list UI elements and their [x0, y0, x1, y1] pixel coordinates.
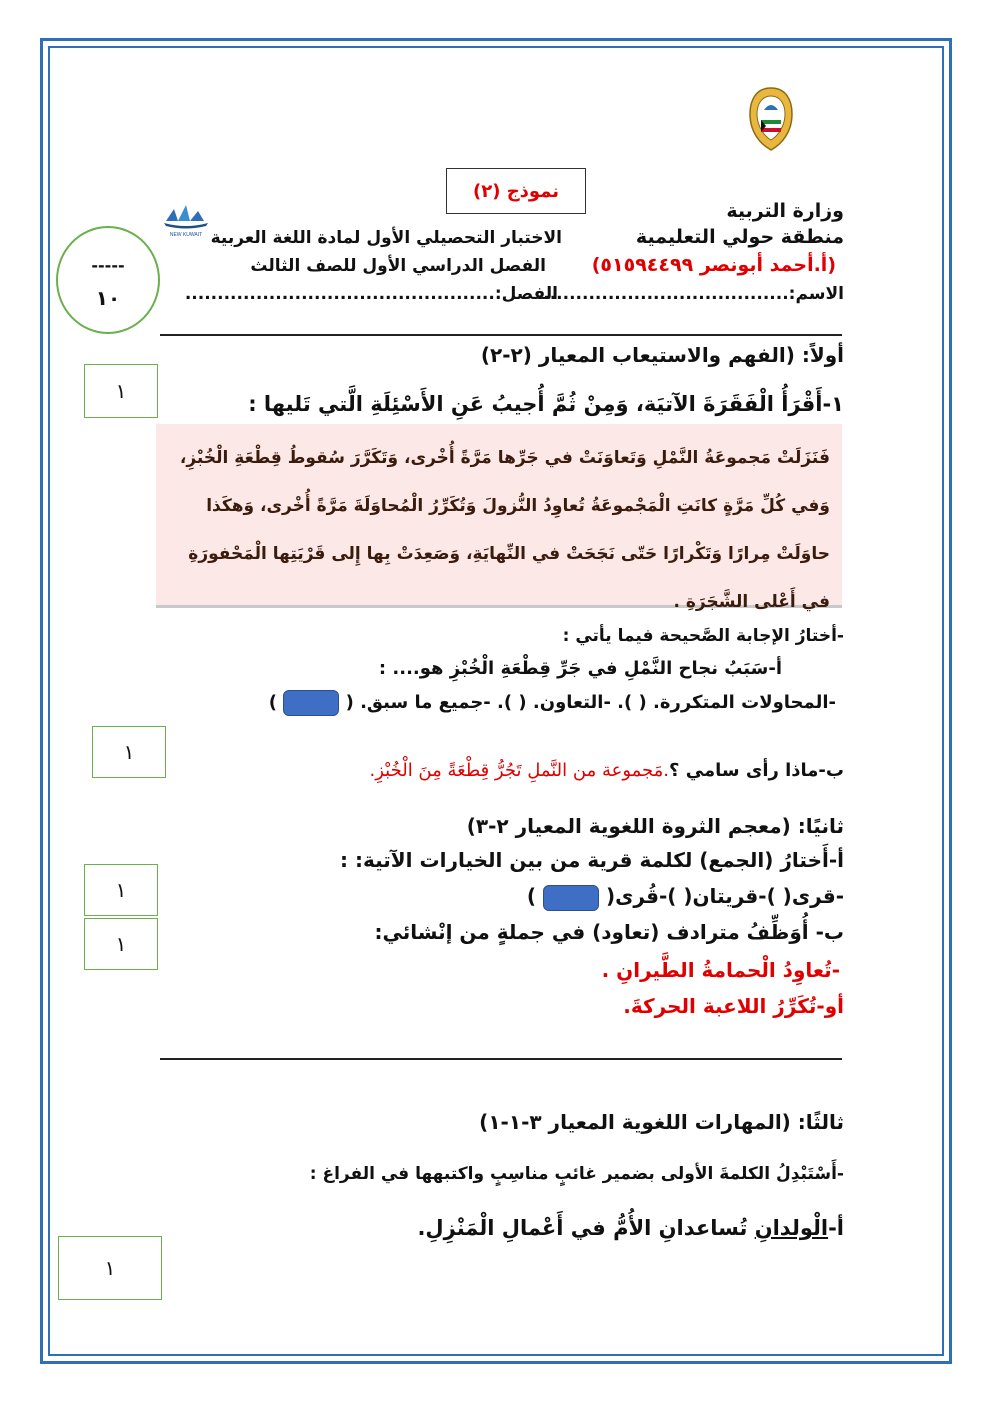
- term-label: الفصل الدراسي الأول للصف الثالث: [250, 256, 546, 276]
- section1-title: أولاً: (الفهم والاستيعاب المعيار (٢-٢): [480, 343, 844, 367]
- question-a: أ-سَبَبُ نجاح النَّمْلِ في جَرِّ قِطْعَةِ الْخُبْزِ هو.... :: [378, 658, 782, 679]
- section-divider: [160, 1058, 842, 1060]
- section3-title: ثالثًا: (المهارات اللغوية المعيار ٣-١-١): [479, 1110, 844, 1134]
- underlined-word: الْولدانِ: [754, 1216, 829, 1240]
- reading-passage: فَنَزَلَتْ مَجموعَةُ النَّمْلِ وَتَعاوَنَتْ في جَرِّها مَرَّةً أُخْرى، وَتَكَرَّرَ سُقوطُ قِطْعَةِ الْخُبْزِ، وَفي كُلِّ مَرَّةٍ كانَتِ الْمَجْموعَةُ تُعاوِدُ النُّزولَ وَتُكَرِّرُ الْمُحاوَلَةَ مَرَّةً أُخْرى، وَهكَذا حاوَلَتْ مِرارًا وَتَكْرارًا حَتّى نَجَحَتْ في النِّهايَةِ، وَصَعِدَتْ بِها إِلى قَرْيَتِها الْمَحْفورَةِ في أَعْلى الشَّجَرَةِ .: [156, 424, 842, 608]
- choose-instruction: -أختارُ الإجابة الصَّحيحة فيما يأتي :: [562, 626, 844, 646]
- new-kuwait-logo: [160, 203, 212, 239]
- mark-box-5: ١: [58, 1236, 162, 1300]
- section3-question-a: أ-الْولدانِ تُساعدانِ الأُمُّ في أَعْمالِ الْمَنْزِلِ.: [417, 1216, 844, 1240]
- ministry-label: وزارة التربية: [726, 200, 844, 222]
- mark-box-4: ١: [84, 918, 158, 970]
- section1-instruction: ١-أَقْرَأُ الْفَقَرَةَ الآتيَة، وَمِنْ ثُمَّ أُجيبُ عَنِ الأَسْئِلَةِ الَّتي تَليها :: [248, 392, 844, 416]
- section2-options: -قرى( )-قريتان( )-قُرى( ): [527, 884, 844, 911]
- section2-question-b: ب- أُوَظِّفُ مترادف (تعاود) في جملةٍ من إنْشائي:: [374, 920, 844, 944]
- answer-b: .مَجموعة من النَّملِ تَجُرُّ قِطْعَةً مِنَ الْخُبْزِ.: [369, 760, 670, 781]
- mark-box-1: ١: [84, 364, 158, 418]
- section2-title: ثانيًا: (معجم الثروة اللغوية المعيار ٢-٣): [466, 814, 844, 838]
- section2-question-a: أ-أَختارُ (الجمع) لكلمة قرية من بين الخيارات الآتية: :: [340, 848, 844, 872]
- kuwait-crest-icon: [746, 86, 796, 152]
- svg-text:NEW KUWAIT: NEW KUWAIT: [169, 232, 203, 238]
- mark-box-2: ١: [92, 726, 166, 778]
- district-label: منطقة حولي التعليمية: [635, 226, 844, 248]
- teacher-label: (أ.أحمد أبونصر ٥١٥٩٤٤٩٩): [591, 254, 836, 276]
- model-number-box: نموذج (٢): [446, 168, 586, 214]
- mark-box-3: ١: [84, 864, 158, 916]
- question-a-options: -المحاولات المتكررة. ( ). -التعاون. ( ). -جميع ما سبق. ( ): [269, 690, 836, 716]
- class-field[interactable]: الفصل:................................................: [184, 284, 558, 304]
- section2-answer-2: أو-تُكَرِّرُ اللاعبة الحركةَ.: [623, 994, 844, 1018]
- question-b: ب-ماذا رأى سامي ؟.مَجموعة من النَّملِ تَجُرُّ قِطْعَةً مِنَ الْخُبْزِ.: [369, 760, 844, 781]
- score-circle: [56, 226, 160, 334]
- header-divider: [160, 334, 842, 336]
- score-obtained: -----: [91, 256, 125, 275]
- section3-instruction: -أَسْتَبْدِلُ الكلمةَ الأولى بضمير غائبٍ مناسِبٍ واكتبهها في الفراغ :: [309, 1164, 844, 1184]
- score-total: ١٠: [95, 286, 121, 310]
- section2-answer-1: -تُعاوِدُ الْحمامةُ الطَّيرانِ .: [601, 958, 840, 982]
- selected-answer-marker-2[interactable]: [543, 885, 599, 911]
- student-name-field[interactable]: الاسم:.......................................: [536, 284, 844, 304]
- exam-title: الاختبار التحصيلي الأول لمادة اللغة العربية: [210, 228, 562, 248]
- selected-answer-marker[interactable]: [283, 690, 339, 716]
